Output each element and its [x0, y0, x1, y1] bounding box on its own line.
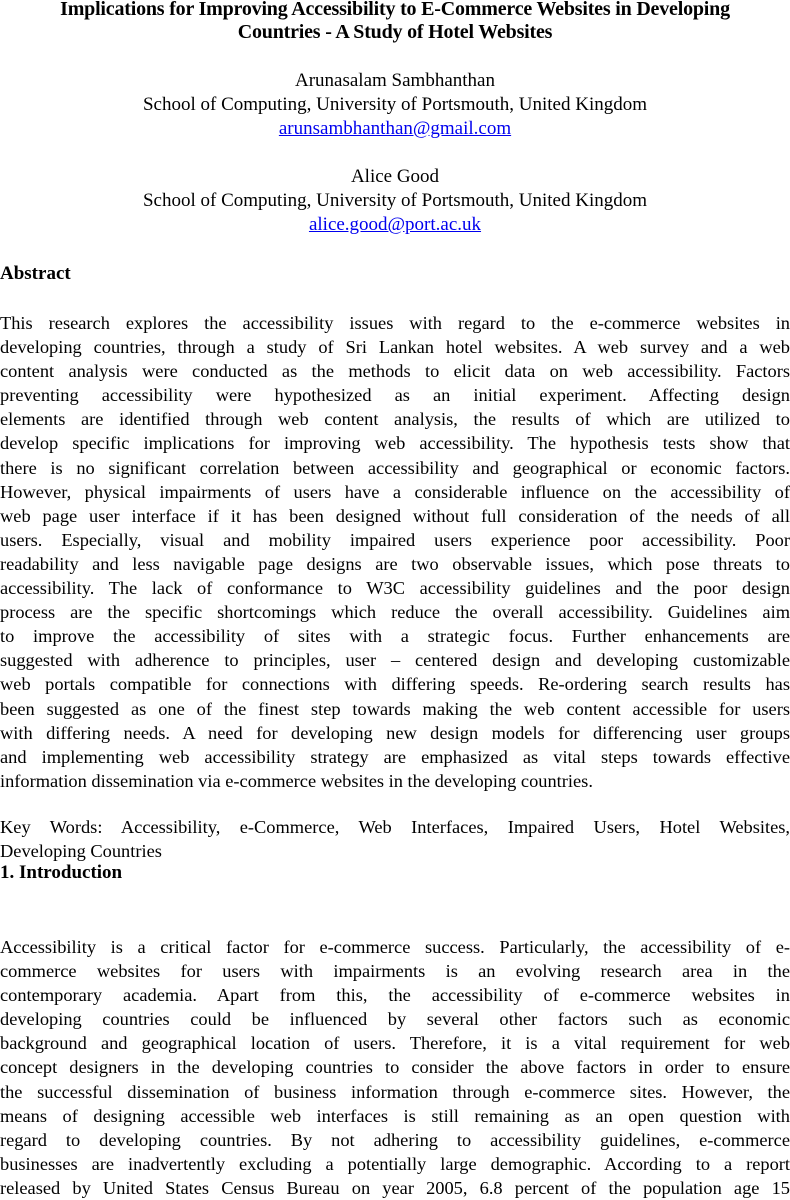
text-line: there is no significant correlation between accessibility and geographical or economic factors. [0, 457, 790, 478]
text-line: preventing accessibility were hypothesized as an initial experiment. Affecting design [0, 385, 790, 406]
author-name: Alice Good [350, 166, 440, 187]
text-line: suggested with adherence to principles, user – centered design and developing customizable [0, 650, 790, 671]
text-line: the successful dissemination of business information through e-commerce sites. However, the [0, 1081, 790, 1102]
text-line: been suggested as one of the finest step towards making the web content accessible for users [0, 698, 790, 719]
keywords-paragraph [0, 815, 790, 863]
title-line: Countries - A Study of Hotel Websites [237, 21, 553, 43]
abstract-heading: Abstract [0, 263, 71, 284]
author-email-link[interactable]: alice.good@port.ac.uk [308, 214, 482, 235]
text-line: with differing needs. A need for developing new design models for differencing user groups [0, 722, 790, 743]
text-line: information dissemination via e-commerce websites in the developing countries. [0, 770, 593, 791]
author-email-link[interactable]: arunsambhanthan@gmail.com [278, 118, 512, 139]
author-name: Arunasalam Sambhanthan [295, 70, 495, 91]
text-line: regard to developing countries. By not adhering to accessibility guidelines, e-commerce [0, 1129, 790, 1150]
author-affiliation: School of Computing, University of Portsmouth, United Kingdom [142, 190, 648, 211]
text-line: web portals compatible for connections with differing speeds. Re-ordering search results has [0, 674, 790, 695]
text-line: process are the specific shortcomings which reduce the overall accessibility. Guidelines aim [0, 602, 790, 623]
text-line: businesses are inadvertently excluding a potentially large demographic. According to a report [0, 1153, 790, 1174]
text-line: accessibility. The lack of conformance to W3C accessibility guidelines and the poor design [0, 578, 790, 599]
author-affiliation: School of Computing, University of Portsmouth, United Kingdom [142, 94, 648, 115]
text-line: However, physical impairments of users have a considerable influence on the accessibility of [0, 481, 790, 502]
text-line: users. Especially, visual and mobility impaired users experience poor accessibility. Poor [0, 529, 790, 550]
text-line: contemporary academia. Apart from this, the accessibility of e-commerce websites in [0, 985, 790, 1006]
text-line: Developing Countries [0, 841, 162, 862]
text-line: background and geographical location of users. Therefore, it is a vital requirement for web [0, 1033, 790, 1054]
author-block [0, 165, 790, 237]
abstract-paragraph [0, 311, 790, 793]
text-line: developing countries, through a study of Sri Lankan hotel websites. A web survey and a web [0, 337, 790, 358]
text-line: This research explores the accessibility issues with regard to the e-commerce websites in [0, 313, 790, 333]
text-line: means of designing accessible web interfaces is still remaining as an open question with [0, 1105, 790, 1126]
paper-title [0, 0, 790, 44]
text-line: released by United States Census Bureau on year 2005, 6.8 percent of the population age 15 [0, 1177, 790, 1198]
text-line: Accessibility is a critical factor for e-commerce success. Particularly, the accessibility of e- [0, 937, 790, 957]
title-line: Implications for Improving Accessibility to E-Commerce Websites in Developing [60, 0, 730, 20]
text-line: elements are identified through web content analysis, the results of which are utilized to [0, 409, 790, 430]
text-line: Key Words: Accessibility, e-Commerce, Web Interfaces, Impaired Users, Hotel Websites, [0, 817, 790, 837]
author-block [0, 69, 790, 141]
introduction-paragraph [0, 935, 790, 1200]
introduction-heading: 1. Introduction [0, 862, 123, 883]
text-line: to improve the accessibility of sites with a strategic focus. Further enhancements are [0, 626, 790, 647]
text-line: develop specific implications for improving web accessibility. The hypothesis tests show that [0, 433, 790, 454]
text-line: concept designers in the developing countries to consider the above factors in order to ensure [0, 1057, 790, 1078]
text-line: readability and less navigable page designs are two observable issues, which pose threats to [0, 553, 790, 574]
text-line: commerce websites for users with impairments is an evolving research area in the [0, 961, 790, 982]
text-line: content analysis were conducted as the methods to elicit data on web accessibility. Factors [0, 361, 790, 382]
text-line: and implementing web accessibility strategy are emphasized as vital steps towards effective [0, 746, 790, 767]
text-line: web page user interface if it has been designed without full consideration of the needs of all [0, 505, 790, 526]
text-line: developing countries could be influenced by several other factors such as economic [0, 1009, 790, 1030]
